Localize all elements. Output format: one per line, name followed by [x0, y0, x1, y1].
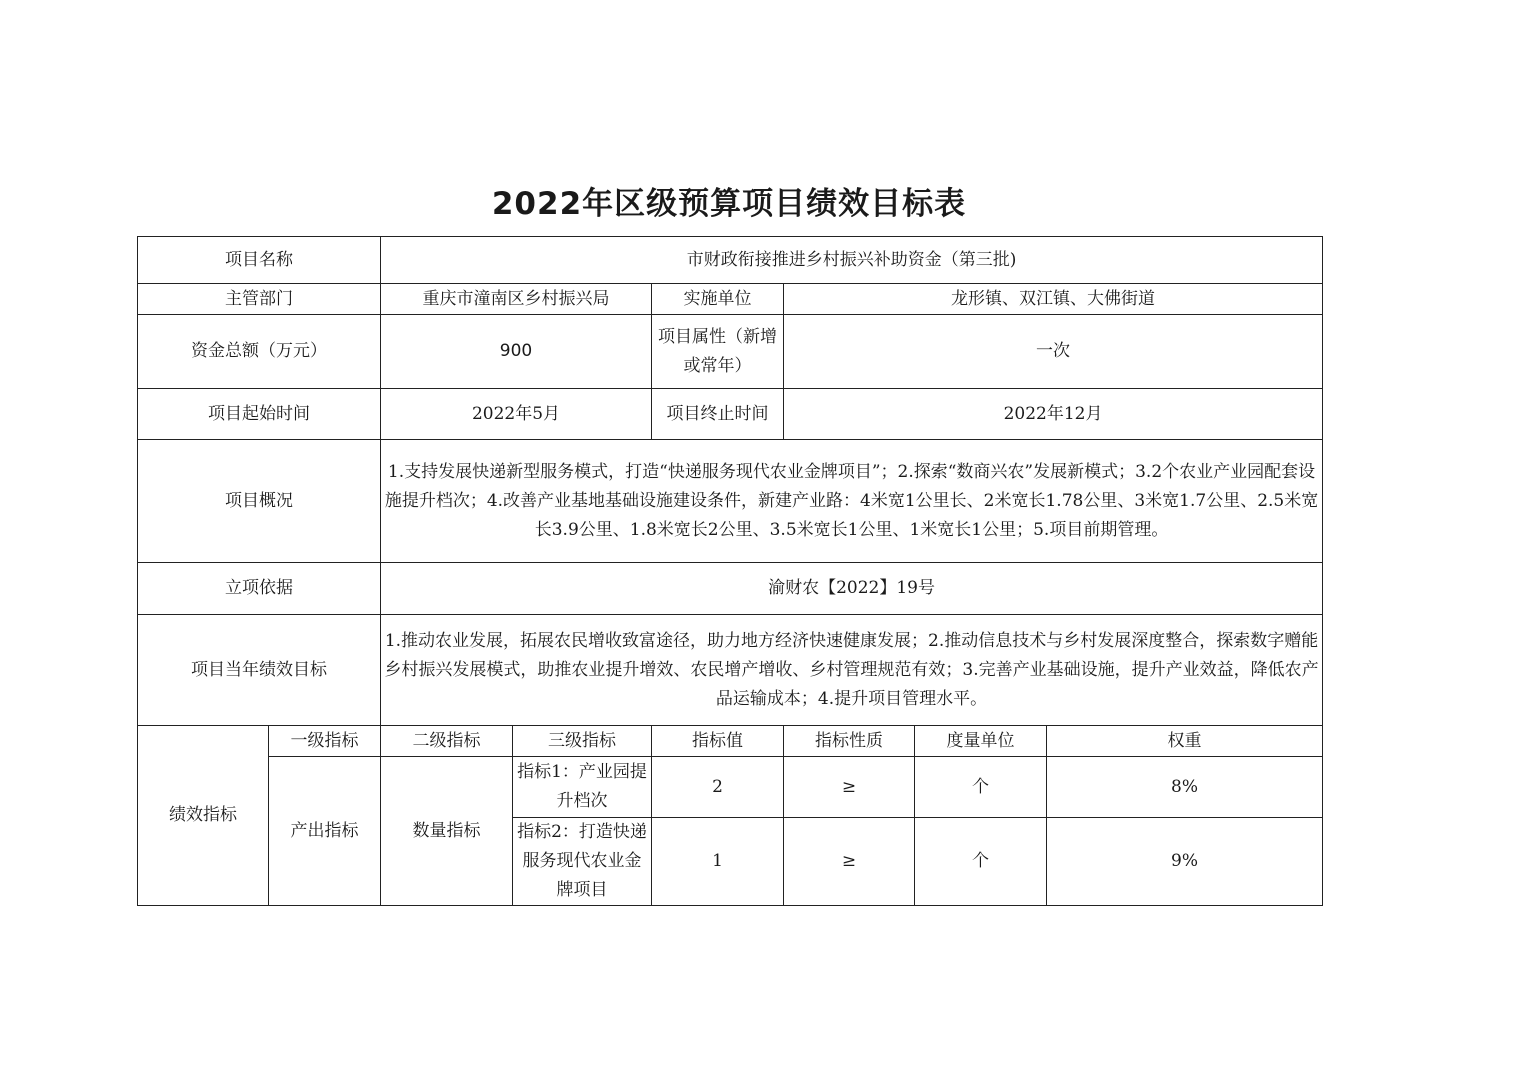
indicator-2-unit: 个 — [915, 818, 1047, 906]
indicator-2-weight: 9% — [1047, 818, 1323, 906]
header-weight: 权重 — [1047, 726, 1323, 757]
header-value: 指标值 — [652, 726, 784, 757]
funds-label: 资金总额（万元） — [138, 315, 381, 389]
project-attribute-label: 项目属性（新增或常年） — [652, 315, 784, 389]
row-basis — [138, 563, 1323, 615]
start-time-label: 项目起始时间 — [138, 389, 381, 440]
row-annual-goal — [138, 615, 1323, 726]
header-level1: 一级指标 — [269, 726, 381, 757]
indicator-2-nature: ≥ — [784, 818, 915, 906]
row-department — [138, 284, 1323, 315]
performance-target-table — [137, 236, 1323, 906]
department-label: 主管部门 — [138, 284, 381, 315]
project-name-value: 市财政衔接推进乡村振兴补助资金（第三批) — [381, 237, 1323, 284]
indicator-1-value: 2 — [652, 757, 784, 818]
project-attribute-value: 一次 — [784, 315, 1323, 389]
row-project-name — [138, 237, 1323, 284]
level2-value: 数量指标 — [381, 757, 513, 906]
basis-value: 渝财农【2022】19号 — [381, 563, 1323, 615]
indicator-1-name: 指标1：产业园提升档次 — [513, 757, 652, 818]
indicator-2-value: 1 — [652, 818, 784, 906]
project-name-label: 项目名称 — [138, 237, 381, 284]
row-period — [138, 389, 1323, 440]
start-time-value: 2022年5月 — [381, 389, 652, 440]
end-time-label: 项目终止时间 — [652, 389, 784, 440]
indicator-1-weight: 8% — [1047, 757, 1323, 818]
implementer-label: 实施单位 — [652, 284, 784, 315]
overview-value: 1.支持发展快递新型服务模式，打造“快递服务现代农业金牌项目”；2.探索“数商兴农”发展新模式；3.2个农业产业园配套设施提升档次；4.改善产业基地基础设施建设条件，新建产业路：4米宽1公里长、2米宽长1.78公里、3米宽1.7公里、2.5米宽长3.9公里、1.8米宽长2公里、3.5米宽长1公里、1米宽长1公里；5.项目前期管理。 — [381, 440, 1323, 563]
basis-label: 立项依据 — [138, 563, 381, 615]
overview-label: 项目概况 — [138, 440, 381, 563]
implementer-value: 龙形镇、双江镇、大佛街道 — [784, 284, 1323, 315]
header-nature: 指标性质 — [784, 726, 915, 757]
indicator-2-name: 指标2：打造快递服务现代农业金牌项目 — [513, 818, 652, 906]
indicators-label: 绩效指标 — [138, 726, 269, 906]
header-unit: 度量单位 — [915, 726, 1047, 757]
annual-goal-label: 项目当年绩效目标 — [138, 615, 381, 726]
end-time-value: 2022年12月 — [784, 389, 1323, 440]
annual-goal-value: 1.推动农业发展，拓展农民增收致富途径，助力地方经济快速健康发展；2.推动信息技术与乡村发展深度整合，探索数字赠能乡村振兴发展模式，助推农业提升增效、农民增产增收、乡村管理规范有效；3.完善产业基础设施，提升产业效益，降低农产品运输成本；4.提升项目管理水平。 — [381, 615, 1323, 726]
table-row — [138, 757, 1323, 818]
page-title: 2022年区级预算项目绩效目标表 — [491, 186, 967, 222]
level1-value: 产出指标 — [269, 757, 381, 906]
department-value: 重庆市潼南区乡村振兴局 — [381, 284, 652, 315]
row-indicator-headers — [138, 726, 1323, 757]
indicator-1-unit: 个 — [915, 757, 1047, 818]
header-level2: 二级指标 — [381, 726, 513, 757]
row-funds — [138, 315, 1323, 389]
header-level3: 三级指标 — [513, 726, 652, 757]
funds-value: 900 — [381, 315, 652, 389]
row-overview — [138, 440, 1323, 563]
indicator-1-nature: ≥ — [784, 757, 915, 818]
